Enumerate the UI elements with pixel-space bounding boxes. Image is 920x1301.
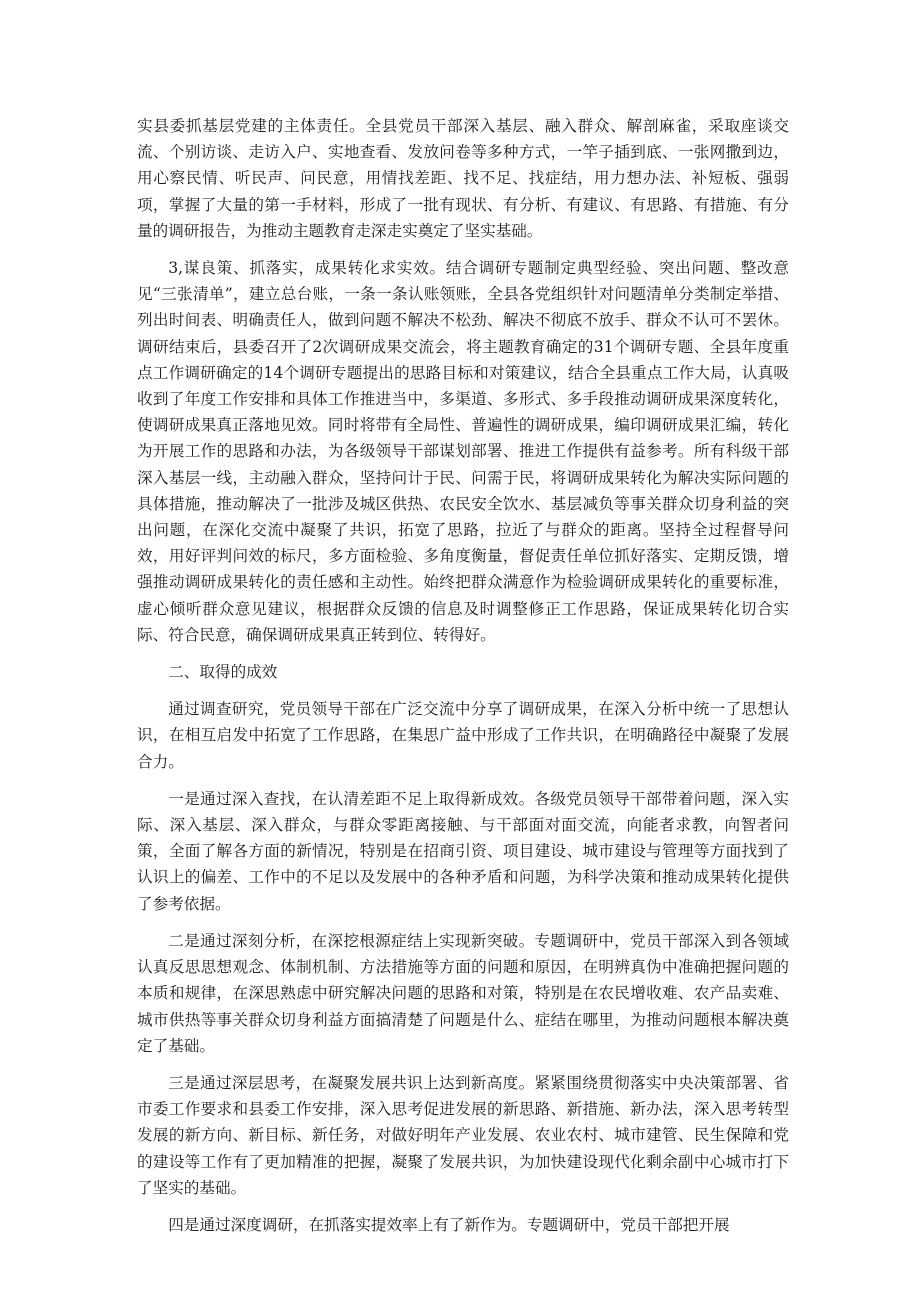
paragraph-point-two: 二是通过深刻分析，在深挖根源症结上实现新突破。专题调研中，党员干部深入到各领域认真反思思想观念、体制机制、方法措施等方面的问题和原因，在明辨真伪中准确把握问题的本质和规律，在深思熟虑中研究解决问题的思路和对策，特别是在农民增收难、农产品卖难、城市供热等事关群众切身利益方面搞清楚了问题是什么、症结在哪里，为推动问题根本解决奠定了基础。 <box>137 931 789 1055</box>
paragraph-achievements-intro: 通过调查研究，党员领导干部在广泛交流中分享了调研成果，在深入分析中统一了思想认识，在相互启发中拓宽了工作思路，在集思广益中形成了工作共识，在明确路径中凝聚了发展合力。 <box>137 700 789 771</box>
document-page <box>137 113 789 1249</box>
paragraph-continuation: 实县委抓基层党建的主体责任。全县党员干部深入基层、融入群众、解剖麻雀，采取座谈交流、个别访谈、走访入户、实地查看、发放问卷等多种方式，一竿子插到底、一张网撒到边，用心察民情、听民声、问民意，用情找差距、找不足、找症结，用力想办法、补短板、强弱项，掌握了大量的第一手材料，形成了一批有现状、有分析、有建议、有思路、有措施、有分量的调研报告，为推动主题教育走深走实奠定了坚实基础。 <box>137 117 789 240</box>
paragraph-point-four: 四是通过深度调研，在抓落实提效率上有了新作为。专题调研中，党员干部把开展 <box>168 1215 730 1234</box>
paragraph-point-three: 三是通过深层思考，在凝聚发展共识上达到新高度。紧紧围绕贯彻落实中央决策部署、省市委工作要求和县委工作安排，深入思考促进发展的新思路、新措施、新办法，深入思考转型发展的新方向、新目标、新任务，对做好明年产业发展、农业农村、城市建管、民生保障和党的建设等工作有了更加精准的把握，凝聚了发展共识，为加快建设现代化剩余副中心城市打下了坚实的基础。 <box>137 1073 789 1197</box>
paragraph-results-transformation: 3,谋良策、抓落实，成果转化求实效。结合调研专题制定典型经验、突出问题、整改意见“三张清单”，建立总台账，一条一条认账领账，全县各党组织针对问题清单分类制定举措、列出时间表、明确责任人，做到问题不解决不松劲、解决不彻底不放手、群众不认可不罢休。调研结束后，县委召开了2次调研成果交流会，将主题教育确定的31个调研专题、全县年度重点工作调研确定的14个调研专题提出的思路目标和对策建议，结合全县重点工作大局，认真吸收到了年度工作安排和具体工作推进当中，多渠道、多形式、多手段推动调研成果深度转化，使调研成果真正落地见效。同时将带有全局性、普遍性的调研成果，编印调研成果汇编，转化为开展工作的思路和办法，为各级领导干部谋划部署、推进工作提供有益参考。所有科级干部深入基层一线，主动融入群众，坚持问计于民、问需于民，将调研成果转化为解决实际问题的具体措施，推动解决了一批涉及城区供热、农民安全饮水、基层减负等事关群众切身利益的突出问题，在深化交流中凝聚了共识，拓宽了思路，拉近了与群众的距离。坚持全过程督导问效，用好评判问效的标尺，多方面检验、多角度衡量，督促责任单位抓好落实、定期反馈，增强推动调研成果转化的责任感和主动性。始终把群众满意作为检验调研成果转化的重要标准，虚心倾听群众意见建议，根据群众反馈的信息及时调整修正工作思路，保证成果转化切合实际、符合民意，确保调研成果真正转到位、转得好。 <box>137 259 789 644</box>
paragraph-point-one: 一是通过深入查找，在认清差距不足上取得新成效。各级党员领导干部带着问题，深入实际、深入基层、深入群众，与群众零距离接触、与干部面对面交流，向能者求教，向智者问策，全面了解各方面的新情况，特别是在招商引资、项目建设、城市建设与管理等方面找到了认识上的偏差、工作中的不足以及发展中的各种矛盾和问题，为科学决策和推动成果转化提供了参考依据。 <box>137 789 789 913</box>
section-heading-achievements: 二、取得的成效 <box>168 663 278 682</box>
